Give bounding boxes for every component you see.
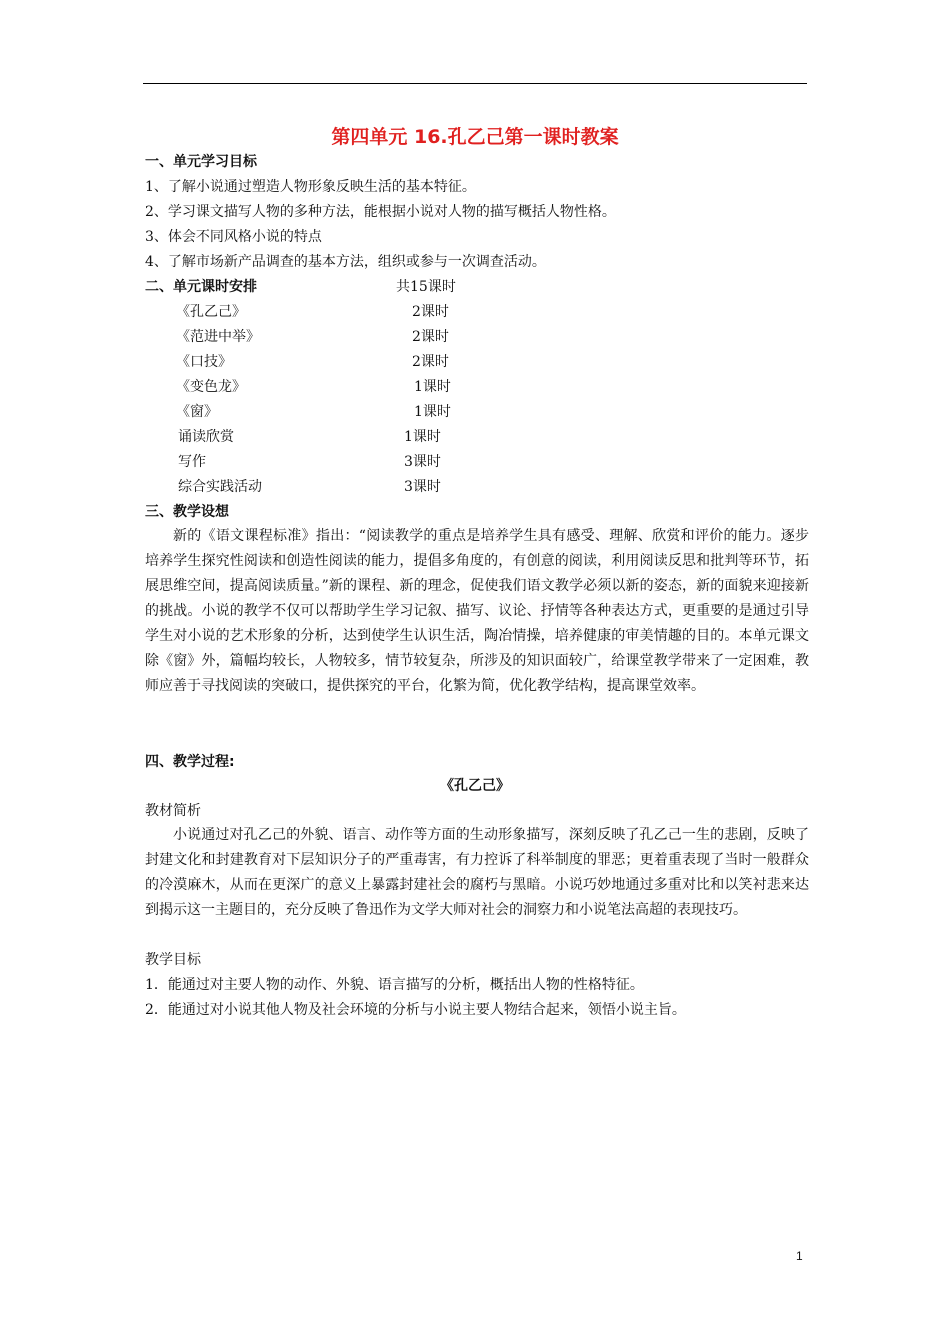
- document-title: 第四单元 16.孔乙己第一课时教案: [331, 126, 619, 148]
- section1-heading: 一、单元学习目标: [145, 154, 257, 170]
- section2-heading: 二、单元课时安排: [145, 279, 257, 295]
- goal-item: 2．能通过对小说其他人物及社会环境的分析与小说主要人物结合起来，领悟小说主旨。: [145, 1002, 686, 1018]
- schedule-lesson-name: 《窗》: [176, 404, 218, 420]
- schedule-lesson-hours: 3课时: [404, 479, 441, 495]
- schedule-lesson-name: 《范进中举》: [176, 329, 260, 345]
- section1-item: 1、了解小说通过塑造人物形象反映生活的基本特征。: [145, 179, 476, 195]
- teaching-concept-paragraph: 新的《语文课程标准》指出：“阅读教学的重点是培养学生具有感受、理解、欣赏和评价的能力。逐步培养学生探究性阅读和创造性阅读的能力，提倡多角度的，有创意的阅读，利用阅读反思和批判等环节，拓展思维空间，提高阅读质量。”新的课程、新的理念，促使我们语文教学必须以新的姿态，新的面貌来迎接新的挑战。小说的教学不仅可以帮助学生学习记叙、描写、议论、抒情等各种表达方式，更重要的是通过引导学生对小说的艺术形象的分析，达到使学生认识生活，陶冶情操，培养健康的审美情趣的目的。本单元课文除《窗》外，篇幅均较长，人物较多，情节较复杂，所涉及的知识面较广，给课堂教学带来了一定困难，教师应善于寻找阅读的突破口，提供探究的平台，化繁为简，优化教学结构，提高课堂效率。: [145, 528, 809, 694]
- schedule-lesson-hours: 1课时: [414, 404, 451, 420]
- section1-item: 4、了解市场新产品调查的基本方法，组织或参与一次调查活动。: [145, 254, 546, 270]
- section1-item: 3、体会不同风格小说的特点: [145, 229, 322, 245]
- section4-heading: 四、教学过程:: [145, 754, 235, 770]
- section3-heading: 三、教学设想: [145, 504, 229, 520]
- schedule-lesson-name: 写作: [178, 454, 206, 470]
- schedule-lesson-name: 《口技》: [176, 354, 232, 370]
- lesson-subtitle: 《孔乙己》: [440, 778, 510, 794]
- schedule-lesson-hours: 2课时: [412, 329, 449, 345]
- schedule-lesson-name: 《变色龙》: [176, 379, 246, 395]
- schedule-lesson-hours: 2课时: [412, 304, 449, 320]
- schedule-lesson-hours: 1课时: [404, 429, 441, 445]
- schedule-total: 共15课时: [396, 279, 456, 295]
- schedule-lesson-name: 《孔乙己》: [176, 304, 246, 320]
- analysis-paragraph: 小说通过对孔乙己的外貌、语言、动作等方面的生动形象描写，深刻反映了孔乙己一生的悲剧，反映了封建文化和封建教育对下层知识分子的严重毒害，有力控诉了科举制度的罪恶；更着重表现了当时一般群众的冷漠麻木，从而在更深广的意义上暴露封建社会的腐朽与黑暗。小说巧妙地通过多重对比和以笑衬悲来达到揭示这一主题目的，充分反映了鲁迅作为文学大师对社会的洞察力和小说笔法高超的表现技巧。: [145, 827, 809, 918]
- schedule-lesson-hours: 1课时: [414, 379, 451, 395]
- header-rule: [143, 83, 807, 84]
- schedule-lesson-hours: 3课时: [404, 454, 441, 470]
- schedule-lesson-name: 诵读欣赏: [178, 429, 234, 445]
- schedule-lesson-name: 综合实践活动: [178, 479, 262, 495]
- goals-label: 教学目标: [145, 952, 201, 968]
- analysis-label: 教材简析: [145, 803, 201, 819]
- section1-item: 2、学习课文描写人物的多种方法，能根据小说对人物的描写概括人物性格。: [145, 204, 616, 220]
- schedule-lesson-hours: 2课时: [412, 354, 449, 370]
- page-number: 1: [796, 1249, 803, 1263]
- goal-item: 1．能通过对主要人物的动作、外貌、语言描写的分析，概括出人物的性格特征。: [145, 977, 644, 993]
